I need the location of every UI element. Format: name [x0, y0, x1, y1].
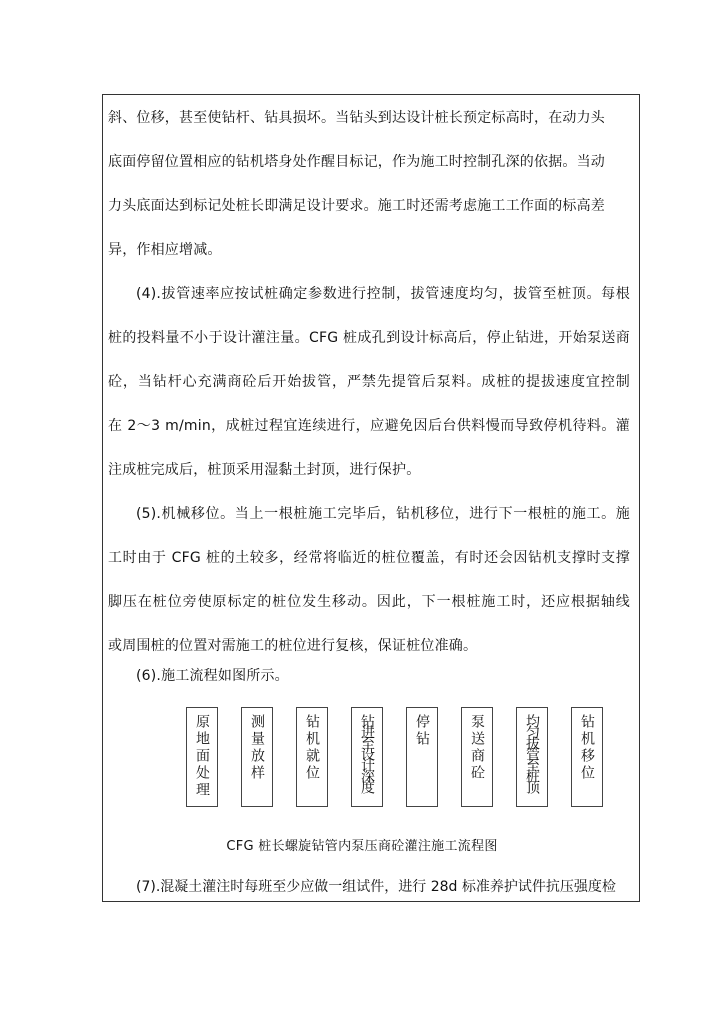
text-line: (6).施工流程如图所示。	[136, 668, 289, 684]
text-line: 桩的投料量不小于设计灌注量。CFG 桩成孔到设计标高后，停止钻进，开始泵送商	[108, 330, 630, 346]
flow-step-label: 泵送商砼	[469, 714, 485, 782]
flow-step-label: 钻进至设计深度	[359, 714, 375, 791]
flow-step-stop-drilling	[406, 707, 438, 807]
text-line: (7).混凝土灌注时每班至少应做一组试件，进行 28d 标准养护试件抗压强度检	[136, 879, 616, 895]
text-line: 或周围桩的位置对需施工的桩位进行复核，保证桩位准确。	[108, 638, 478, 654]
text-line: 在 2～3 m/min，成桩过程宜连续进行，应避免因后台供料慢而导致停机待料。灌	[108, 418, 630, 434]
paragraph-item-7	[108, 872, 630, 902]
flow-step-label: 停钻	[414, 714, 430, 748]
flow-step-ground-treatment	[186, 707, 218, 807]
flow-step-label: 钻机就位	[304, 714, 320, 782]
process-flowchart	[0, 701, 724, 811]
flow-step-drill-to-depth	[351, 707, 383, 807]
flow-step-survey-layout	[241, 707, 273, 807]
text-line: 注成桩完成后，桩顶采用湿黏土封顶，进行保护。	[108, 462, 421, 478]
text-line: 力头底面达到标记处桩长即满足设计要求。施工时还需考虑施工工作面的标高差	[108, 198, 605, 214]
text-line: 底面停留位置相应的钻机塔身处作醒目标记，作为施工时控制孔深的依据。当动	[108, 154, 605, 170]
text-line: 工时由于 CFG 桩的土较多，经常将临近的桩位覆盖，有时还会因钻机支撑时支撑	[108, 550, 630, 566]
text-line: (4).拔管速率应按试桩确定参数进行控制，拔管速度均匀，拔管至桩顶。每根	[136, 286, 630, 302]
paragraph-continuation	[108, 96, 630, 272]
text-line: 异，作相应增减。	[108, 242, 222, 258]
flow-step-label: 测量放样	[249, 714, 265, 782]
paragraph-item-6	[108, 668, 630, 688]
paragraph-item-4	[108, 272, 630, 492]
figure-caption: CFG 桩长螺旋钻管内泵压商砼灌注施工流程图	[226, 839, 498, 854]
paragraph-item-5	[108, 492, 630, 668]
text-line: 脚压在桩位旁使原标定的桩位发生移动。因此，下一根桩施工时，还应根据轴线	[108, 594, 630, 610]
text-line: 砼，当钻杆心充满商砼后开始拔管，严禁先提管后泵料。成桩的提拔速度宜控制	[108, 374, 630, 390]
text-line: 斜、位移，甚至使钻杆、钻具损坏。当钻头到达设计桩长预定标高时，在动力头	[108, 110, 605, 126]
flow-step-rig-positioning	[296, 707, 328, 807]
flow-step-pump-concrete	[461, 707, 493, 807]
flow-step-label: 原地面处理	[194, 714, 210, 799]
flow-step-label: 钻机移位	[579, 714, 595, 782]
flow-step-label: 均匀拔管至桩顶	[524, 714, 540, 791]
text-line: (5).机械移位。当上一根桩施工完毕后，钻机移位，进行下一根桩的施工。施	[136, 506, 630, 522]
flow-step-rig-relocation	[571, 707, 603, 807]
flow-step-extract-pipe	[516, 707, 548, 807]
